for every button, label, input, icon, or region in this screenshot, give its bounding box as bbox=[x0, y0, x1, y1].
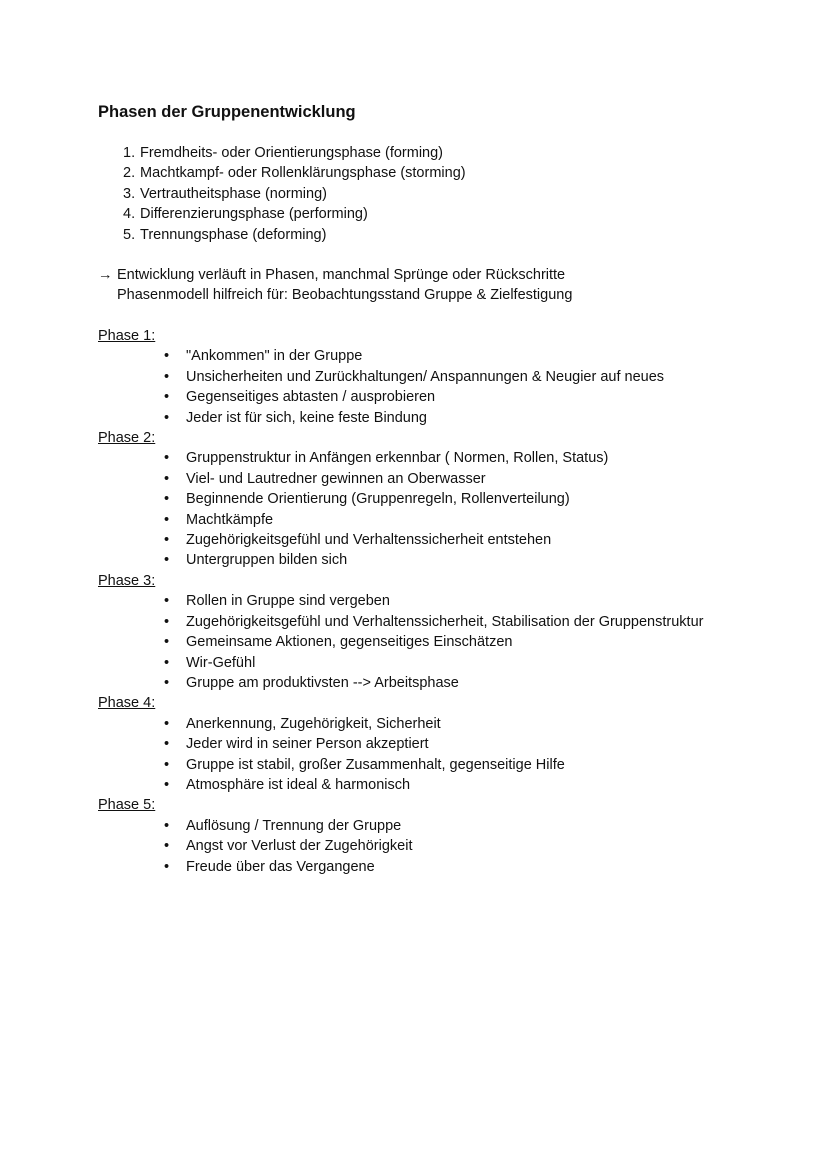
bullet-icon: • bbox=[164, 858, 170, 875]
arrow-right-icon: → bbox=[98, 267, 113, 283]
list-item bbox=[98, 591, 738, 611]
bullet-text: Angst vor Verlust der Zugehörigkeit bbox=[186, 838, 413, 855]
list-text: Differenzierungsphase (performing) bbox=[140, 206, 368, 223]
note-line-1 bbox=[98, 265, 738, 285]
bullet-icon: • bbox=[164, 389, 170, 406]
list-item bbox=[98, 673, 738, 693]
bullet-icon: • bbox=[164, 511, 170, 528]
bullet-icon: • bbox=[164, 817, 170, 834]
bullet-text: Untergruppen bilden sich bbox=[186, 552, 348, 569]
bullet-list bbox=[98, 448, 738, 570]
list-item bbox=[98, 469, 738, 489]
bullet-icon: • bbox=[164, 552, 170, 569]
phase-heading: Phase 3: bbox=[98, 572, 156, 589]
phase-heading: Phase 1: bbox=[98, 328, 156, 344]
phase-section-1 bbox=[98, 326, 738, 428]
list-number: 3. bbox=[123, 185, 136, 202]
phase-section-4 bbox=[98, 693, 738, 795]
bullet-text: Jeder ist für sich, keine feste Bindung bbox=[186, 409, 427, 426]
list-item bbox=[98, 530, 738, 550]
list-item bbox=[98, 387, 738, 407]
summary-note bbox=[98, 265, 738, 306]
list-number: 5. bbox=[123, 226, 136, 243]
bullet-icon: • bbox=[164, 348, 170, 365]
list-number: 1. bbox=[123, 145, 136, 161]
bullet-text: Viel- und Lautredner gewinnen an Oberwasser bbox=[186, 470, 486, 487]
list-item bbox=[98, 836, 738, 856]
bullet-icon: • bbox=[164, 491, 170, 508]
list-item bbox=[98, 367, 738, 387]
list-item bbox=[98, 204, 466, 224]
bullet-icon: • bbox=[164, 756, 170, 773]
list-item bbox=[98, 816, 738, 836]
list-item bbox=[98, 632, 738, 652]
list-item bbox=[98, 857, 738, 877]
bullet-text: Rollen in Gruppe sind vergeben bbox=[186, 593, 390, 610]
bullet-text: Atmosphäre ist ideal & harmonisch bbox=[186, 776, 411, 793]
bullet-list bbox=[98, 591, 738, 693]
list-item bbox=[98, 143, 466, 163]
bullet-text: Jeder wird in seiner Person akzeptiert bbox=[186, 736, 429, 753]
list-item bbox=[98, 550, 738, 570]
list-item bbox=[98, 510, 738, 530]
phase-overview-list bbox=[98, 143, 466, 245]
bullet-icon: • bbox=[164, 776, 170, 793]
bullet-icon: • bbox=[164, 838, 170, 855]
bullet-text: Gegenseitiges abtasten / ausprobieren bbox=[186, 389, 436, 406]
bullet-text: Gruppe ist stabil, großer Zusammenhalt, gegenseitige Hilfe bbox=[186, 756, 565, 773]
phase-sections bbox=[98, 326, 738, 877]
note-text-1: Entwicklung verläuft in Phasen, manchmal Sprünge oder Rückschritte bbox=[117, 267, 566, 283]
bullet-text: Zugehörigkeitsgefühl und Verhaltenssicherheit entstehen bbox=[186, 532, 552, 549]
bullet-icon: • bbox=[164, 634, 170, 651]
list-item bbox=[98, 408, 738, 428]
list-item bbox=[98, 653, 738, 673]
list-item bbox=[98, 163, 466, 183]
list-item bbox=[98, 612, 738, 632]
bullet-list bbox=[98, 714, 738, 796]
bullet-icon: • bbox=[164, 368, 170, 385]
list-text: Vertrautheitsphase (norming) bbox=[140, 185, 327, 202]
bullet-text: Gruppenstruktur in Anfängen erkennbar ( Normen, Rollen, Status) bbox=[186, 450, 609, 467]
bullet-list bbox=[98, 816, 738, 877]
list-text: Machtkampf- oder Rollenklärungsphase (storming) bbox=[140, 165, 466, 182]
bullet-icon: • bbox=[164, 654, 170, 671]
bullet-list bbox=[98, 346, 738, 428]
list-item bbox=[98, 734, 738, 754]
bullet-text: Auflösung / Trennung der Gruppe bbox=[186, 817, 402, 834]
bullet-icon: • bbox=[164, 715, 170, 732]
bullet-icon: • bbox=[164, 450, 170, 467]
bullet-icon: • bbox=[164, 409, 170, 426]
phase-section-5 bbox=[98, 795, 738, 877]
bullet-text: Freude über das Vergangene bbox=[186, 858, 375, 875]
bullet-text: "Ankommen" in der Gruppe bbox=[186, 348, 363, 365]
phase-heading: Phase 2: bbox=[98, 430, 156, 447]
list-item bbox=[98, 184, 466, 204]
bullet-icon: • bbox=[164, 532, 170, 549]
list-item bbox=[98, 448, 738, 468]
list-item bbox=[98, 489, 738, 509]
list-item bbox=[98, 346, 738, 366]
list-item bbox=[98, 225, 466, 245]
list-item bbox=[98, 775, 738, 795]
bullet-text: Unsicherheiten und Zurückhaltungen/ Anspannungen & Neugier auf neues bbox=[186, 368, 665, 385]
phase-heading: Phase 5: bbox=[98, 797, 156, 814]
list-text: Trennungsphase (deforming) bbox=[140, 226, 327, 243]
bullet-text: Machtkämpfe bbox=[186, 511, 274, 528]
bullet-icon: • bbox=[164, 613, 170, 630]
bullet-text: Beginnende Orientierung (Gruppenregeln, Rollenverteilung) bbox=[186, 491, 570, 508]
list-number: 2. bbox=[123, 165, 136, 182]
bullet-text: Gruppe am produktivsten --> Arbeitsphase bbox=[186, 674, 459, 691]
bullet-icon: • bbox=[164, 593, 170, 610]
phase-section-2 bbox=[98, 428, 738, 571]
list-text: Fremdheits- oder Orientierungsphase (forming) bbox=[140, 145, 444, 161]
list-number: 4. bbox=[123, 206, 136, 223]
list-item bbox=[98, 714, 738, 734]
phase-section-3 bbox=[98, 571, 738, 693]
bullet-text: Zugehörigkeitsgefühl und Verhaltenssicherheit, Stabilisation der Gruppenstruktur bbox=[186, 613, 704, 630]
bullet-text: Wir-Gefühl bbox=[186, 654, 256, 671]
page-title: Phasen der Gruppenentwicklung bbox=[98, 103, 356, 121]
bullet-text: Anerkennung, Zugehörigkeit, Sicherheit bbox=[186, 715, 441, 732]
list-item bbox=[98, 755, 738, 775]
note-line-2: Phasenmodell hilfreich für: Beobachtungsstand Gruppe & Zielfestigung bbox=[117, 287, 573, 304]
bullet-icon: • bbox=[164, 470, 170, 487]
bullet-text: Gemeinsame Aktionen, gegenseitiges Einschätzen bbox=[186, 634, 513, 651]
phase-heading: Phase 4: bbox=[98, 695, 156, 712]
bullet-icon: • bbox=[164, 736, 170, 753]
bullet-icon: • bbox=[164, 674, 170, 691]
